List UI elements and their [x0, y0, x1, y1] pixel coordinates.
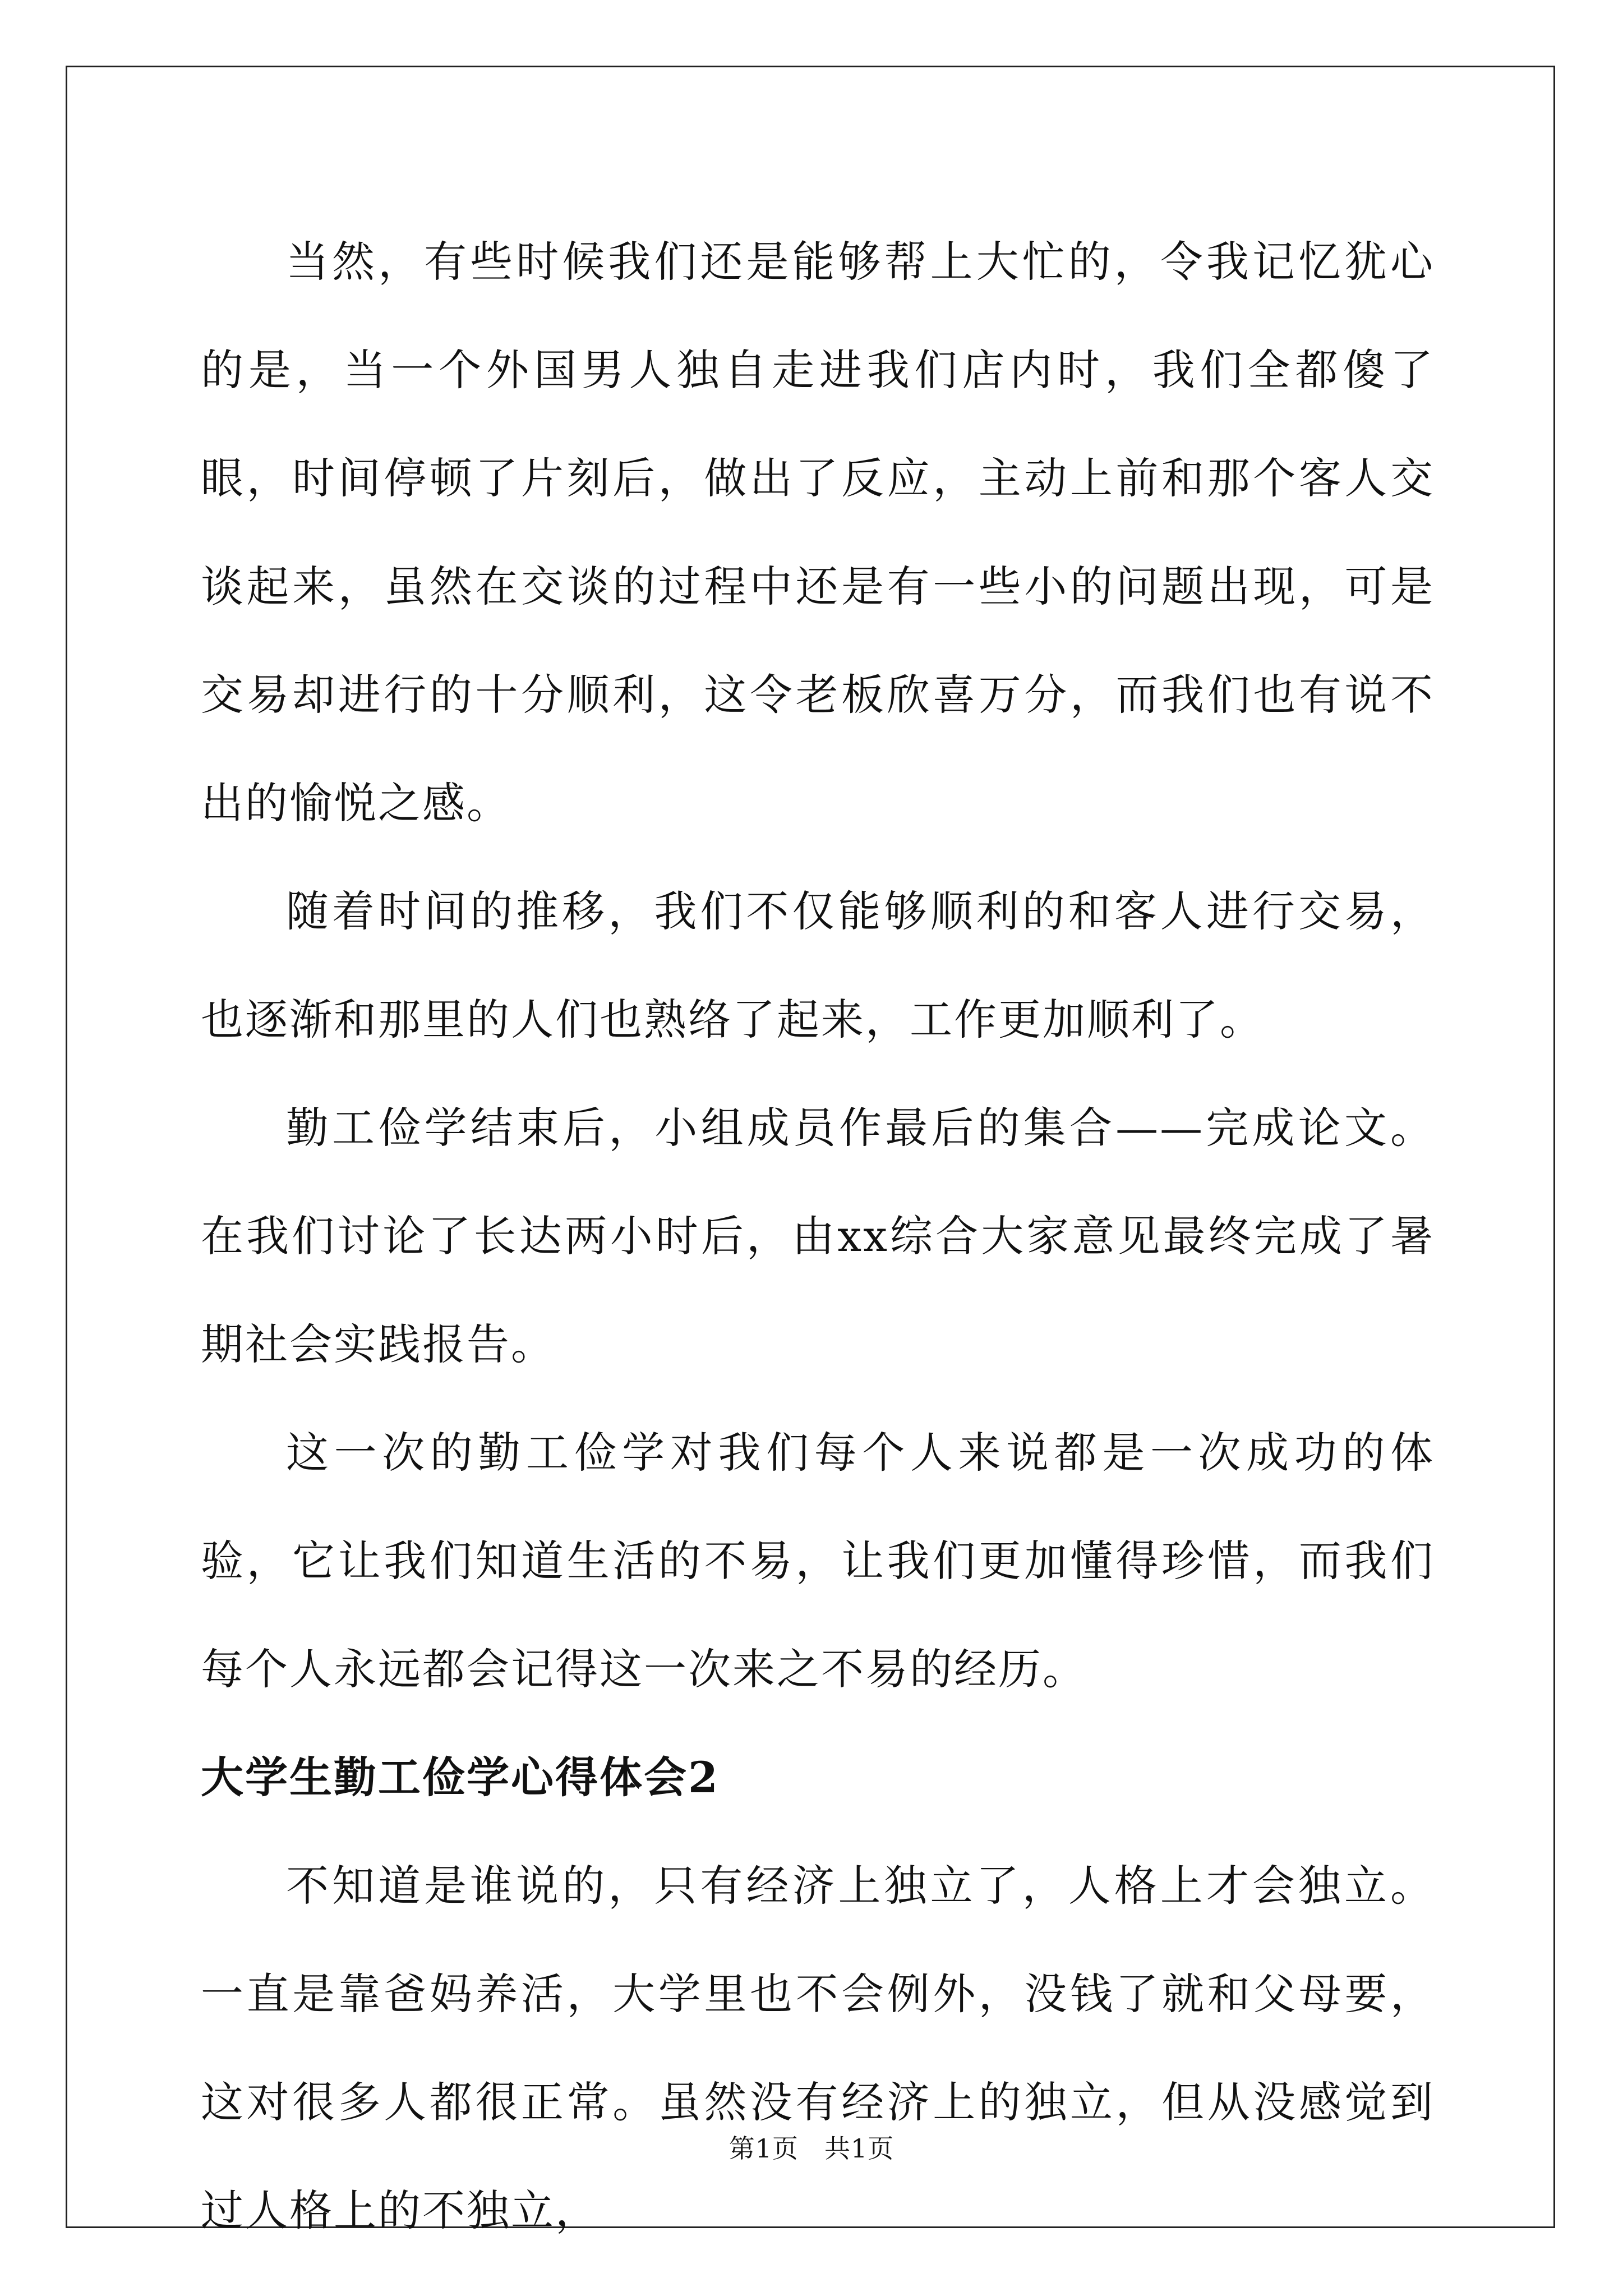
paragraph-1: 当然，有些时候我们还是能够帮上大忙的，令我记忆犹心的是，当一个外国男人独自走进我们店内时，我们全都傻了眼，时间停顿了片刻后，做出了反应，主动上前和那个客人交谈起来，虽然在交谈的过程中还是有一些小的问题出现，可是交易却进行的十分顺利，这令老板欣喜万分，而我们也有说不出的愉悦之感。 [201, 237, 1435, 828]
paragraph-3: 勤工俭学结束后，小组成员作最后的集合——完成论文。在我们讨论了长达两小时后，由xx综合大家意见最终完成了暑期社会实践报告。 [201, 1103, 1435, 1369]
page-number: 第1页 [728, 2133, 799, 2164]
paragraph-4: 这一次的勤工俭学对我们每个人来说都是一次成功的体验，它让我们知道生活的不易，让我们更加懂得珍惜，而我们每个人永远都会记得这一次来之不易的经历。 [201, 1428, 1435, 1694]
section-heading: 大学生勤工俭学心得体会2 [201, 1752, 720, 1802]
paragraph-2: 随着时间的推移，我们不仅能够顺利的和客人进行交易，也逐渐和那里的人们也熟络了起来，工作更加顺利了。 [201, 886, 1435, 1045]
page-total: 共1页 [824, 2133, 895, 2164]
section-paragraph: 不知道是谁说的，只有经济上独立了，人格上才会独立。一直是靠爸妈养活，大学里也不会例外，没钱了就和父母要，这对很多人都很正常。虽然没有经济上的独立，但从没感觉到过人格上的不独立， [201, 1861, 1435, 2235]
document-body [201, 208, 1435, 2265]
page-footer [0, 2132, 1623, 2165]
